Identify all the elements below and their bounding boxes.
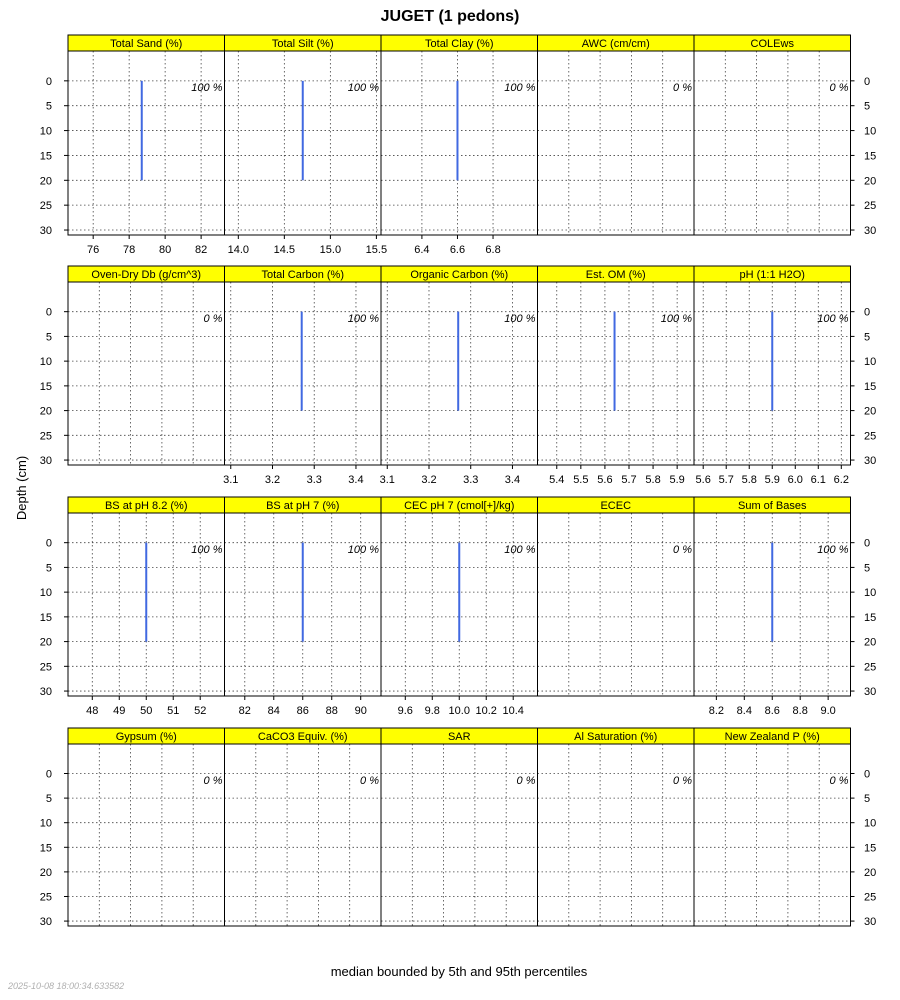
x-tick-label: 49 — [113, 705, 126, 717]
percent-label: 100 % — [504, 82, 536, 94]
y-tick-label-left: 25 — [39, 430, 52, 443]
x-tick-label: 82 — [238, 705, 251, 717]
percent-label: 0 % — [673, 775, 692, 787]
x-tick-label: 78 — [123, 244, 136, 256]
x-tick-label: 3.3 — [306, 474, 322, 486]
x-tick-label: 15.5 — [365, 244, 388, 256]
y-tick-label-left: 5 — [45, 793, 52, 806]
y-tick-label-right: 30 — [864, 455, 877, 468]
x-tick-label: 3.2 — [264, 474, 281, 486]
x-tick-label: 5.9 — [764, 474, 780, 486]
chart-subtitle: median bounded by 5th and 95th percentiles — [330, 964, 588, 979]
x-tick-label: 84 — [267, 705, 280, 717]
panel — [225, 497, 382, 717]
y-tick-label-right: 30 — [864, 916, 877, 929]
x-tick-label: 14.0 — [227, 244, 250, 256]
y-tick-label-right: 10 — [864, 356, 877, 369]
x-tick-label: 51 — [167, 705, 180, 717]
panel — [223, 266, 381, 486]
y-tick-label-left: 30 — [39, 455, 52, 468]
x-tick-label: 5.5 — [573, 474, 589, 486]
x-tick-label: 8.4 — [736, 705, 752, 717]
x-tick-label: 52 — [194, 705, 207, 717]
panel — [381, 35, 538, 256]
x-tick-label: 15.0 — [319, 244, 342, 256]
y-tick-label-right: 15 — [864, 380, 877, 393]
panel — [694, 266, 851, 486]
panel — [380, 266, 538, 486]
y-tick-label-left: 25 — [39, 891, 52, 904]
percent-label: 100 % — [347, 313, 379, 325]
panel — [538, 266, 695, 486]
y-tick-label-right: 15 — [864, 842, 877, 855]
panel-border — [694, 744, 851, 926]
y-tick-label-right: 10 — [864, 125, 877, 138]
y-tick-label-left: 25 — [39, 200, 52, 213]
panel-strip-label: Sum of Bases — [738, 500, 807, 512]
x-tick-label: 5.7 — [718, 474, 734, 486]
panel-strip-label: BS at pH 7 (%) — [266, 500, 340, 512]
x-tick-label: 6.6 — [449, 244, 466, 256]
y-tick-label-left: 10 — [39, 817, 52, 830]
x-tick-label: 3.1 — [379, 474, 395, 486]
panel — [694, 35, 851, 235]
x-tick-label: 3.3 — [463, 474, 479, 486]
y-tick-label-right: 5 — [864, 100, 871, 113]
percent-label: 100 % — [191, 82, 223, 94]
percent-label: 100 % — [817, 544, 849, 556]
y-tick-label-right: 0 — [864, 75, 871, 88]
x-tick-label: 86 — [296, 705, 309, 717]
panel — [694, 497, 851, 717]
panel-strip-label: Organic Carbon (%) — [410, 269, 509, 281]
panel — [381, 728, 538, 926]
x-tick-label: 80 — [159, 244, 172, 256]
panel-border — [538, 744, 695, 926]
x-tick-label: 3.4 — [504, 474, 521, 486]
percent-label: 0 % — [516, 775, 536, 787]
x-tick-label: 5.4 — [549, 474, 565, 486]
panel-strip-label: New Zealand P (%) — [724, 731, 820, 743]
y-tick-label-left: 0 — [45, 306, 52, 319]
y-tick-label-right: 25 — [864, 661, 877, 674]
y-tick-label-right: 5 — [864, 331, 871, 344]
y-axis-title: Depth (cm) — [14, 455, 29, 521]
panel — [68, 728, 225, 926]
y-tick-label-left: 10 — [39, 125, 52, 138]
x-tick-label: 76 — [87, 244, 100, 256]
panel-border — [225, 744, 382, 926]
percent-label: 0 % — [673, 544, 692, 556]
x-tick-label: 10.2 — [475, 705, 497, 717]
percent-label: 0 % — [360, 775, 379, 787]
y-tick-label-right: 20 — [864, 866, 877, 879]
y-tick-label-right: 10 — [864, 587, 877, 600]
x-tick-label: 9.8 — [424, 705, 440, 717]
y-tick-label-left: 15 — [39, 380, 52, 393]
x-tick-label: 9.6 — [397, 705, 413, 717]
panel-strip-label: pH (1:1 H2O) — [739, 269, 805, 281]
y-tick-label-right: 25 — [864, 200, 877, 213]
x-tick-label: 5.8 — [645, 474, 661, 486]
panel-strip-label: CaCO3 Equiv. (%) — [257, 731, 348, 743]
x-tick-label: 5.9 — [669, 474, 685, 486]
percent-label: 100 % — [504, 544, 536, 556]
x-tick-label: 6.4 — [414, 244, 430, 256]
panel-strip-label: Total Silt (%) — [271, 38, 334, 50]
y-tick-label-right: 5 — [864, 793, 871, 806]
y-tick-label-left: 5 — [45, 331, 52, 344]
x-tick-label: 5.7 — [621, 474, 637, 486]
panel — [538, 728, 695, 926]
x-tick-label: 82 — [194, 244, 208, 256]
panel-strip-label: BS at pH 8.2 (%) — [104, 500, 188, 512]
percent-label: 0 % — [829, 775, 849, 787]
x-tick-label: 5.8 — [741, 474, 757, 486]
x-tick-label: 48 — [86, 705, 99, 717]
y-tick-label-left: 20 — [39, 175, 52, 188]
y-tick-label-right: 25 — [864, 430, 877, 443]
y-tick-label-left: 30 — [39, 686, 52, 699]
y-tick-label-left: 0 — [45, 75, 52, 88]
y-tick-label-right: 0 — [864, 768, 871, 781]
y-tick-label-left: 10 — [39, 587, 52, 600]
panel — [68, 266, 225, 465]
percent-label: 100 % — [817, 313, 849, 325]
y-tick-label-left: 15 — [39, 842, 52, 855]
percent-label: 0 % — [829, 82, 849, 94]
x-tick-label: 6.1 — [810, 474, 826, 486]
y-tick-label-right: 15 — [864, 150, 877, 163]
percent-label: 0 % — [673, 82, 692, 94]
x-tick-label: 5.6 — [695, 474, 711, 486]
x-tick-label: 8.2 — [708, 705, 725, 717]
y-tick-label-left: 30 — [39, 916, 52, 929]
y-tick-label-right: 25 — [864, 891, 877, 904]
y-tick-label-right: 0 — [864, 537, 871, 550]
y-tick-label-left: 25 — [39, 661, 52, 674]
percent-label: 0 % — [203, 313, 223, 325]
x-tick-label: 14.5 — [273, 244, 296, 256]
y-tick-label-right: 20 — [864, 175, 877, 188]
y-tick-label-right: 20 — [864, 636, 877, 649]
panel-strip-label: COLEws — [750, 38, 794, 50]
panel — [538, 497, 695, 696]
panel-strip-label: ECEC — [600, 500, 632, 512]
panel-strip-label: Total Clay (%) — [425, 38, 494, 50]
x-tick-label: 6.8 — [485, 244, 501, 256]
panel — [225, 728, 382, 926]
panel-border — [538, 51, 695, 235]
y-tick-label-left: 20 — [39, 636, 52, 649]
y-tick-label-left: 15 — [39, 611, 52, 624]
y-tick-label-right: 5 — [864, 562, 871, 575]
panel-strip-label: CEC pH 7 (cmol[+]/kg) — [404, 500, 515, 512]
panel-border — [68, 744, 225, 926]
percent-label: 100 % — [504, 313, 536, 325]
panel — [381, 497, 538, 717]
x-tick-label: 5.6 — [597, 474, 613, 486]
panel — [225, 35, 388, 256]
y-tick-label-left: 20 — [39, 405, 52, 418]
x-tick-label: 10.4 — [502, 705, 524, 717]
percent-label: 100 % — [191, 544, 223, 556]
x-tick-label: 50 — [140, 705, 153, 717]
panel-border — [538, 513, 695, 696]
panel-strip-label: Est. OM (%) — [585, 269, 646, 281]
panel-border — [381, 282, 538, 465]
y-tick-label-left: 10 — [39, 356, 52, 369]
y-tick-label-left: 0 — [45, 537, 52, 550]
panel — [694, 728, 851, 926]
percent-label: 100 % — [347, 544, 379, 556]
x-tick-label: 3.1 — [223, 474, 239, 486]
y-tick-label-right: 10 — [864, 817, 877, 830]
panel-border — [381, 51, 538, 235]
panel-border — [694, 51, 851, 235]
y-tick-label-left: 5 — [45, 562, 52, 575]
x-tick-label: 6.2 — [833, 474, 849, 486]
panel-grid — [40, 35, 877, 928]
panel — [68, 35, 225, 256]
timestamp: 2025-10-08 18:00:34.633582 — [8, 981, 125, 991]
x-tick-label: 8.6 — [764, 705, 780, 717]
percent-label: 100 % — [347, 82, 379, 94]
y-tick-label-left: 5 — [45, 100, 52, 113]
x-tick-label: 6.0 — [787, 474, 803, 486]
panel-strip-label: AWC (cm/cm) — [581, 38, 650, 50]
panel-border — [68, 282, 225, 465]
y-tick-label-right: 20 — [864, 405, 877, 418]
panel-strip-label: Gypsum (%) — [115, 731, 177, 743]
x-tick-label: 3.4 — [348, 474, 364, 486]
panel-border — [538, 282, 695, 465]
panel-border — [225, 282, 382, 465]
panel-border — [381, 744, 538, 926]
y-tick-label-right: 30 — [864, 225, 877, 238]
panel-strip-label: Al Saturation (%) — [574, 731, 658, 743]
percent-label: 100 % — [660, 313, 692, 325]
x-tick-label: 8.8 — [792, 705, 808, 717]
panel — [68, 497, 225, 717]
panel-strip-label: Oven-Dry Db (g/cm^3) — [91, 269, 202, 281]
y-tick-label-left: 15 — [39, 150, 52, 163]
panel — [538, 35, 695, 235]
x-tick-label: 3.2 — [421, 474, 437, 486]
x-tick-label: 10.0 — [448, 705, 470, 717]
x-tick-label: 88 — [325, 705, 338, 717]
panel-strip-label: Total Sand (%) — [110, 38, 183, 50]
panel-strip-label: SAR — [447, 731, 471, 743]
x-tick-label: 9.0 — [820, 705, 836, 717]
y-tick-label-left: 0 — [45, 768, 52, 781]
y-tick-label-right: 15 — [864, 611, 877, 624]
y-tick-label-right: 0 — [864, 306, 871, 319]
y-tick-label-right: 30 — [864, 686, 877, 699]
x-tick-label: 90 — [354, 705, 367, 717]
chart-title: JUGET (1 pedons) — [380, 8, 520, 25]
panel-strip-label: Total Carbon (%) — [261, 269, 345, 281]
percent-label: 0 % — [203, 775, 223, 787]
y-tick-label-left: 30 — [39, 225, 52, 238]
y-tick-label-left: 20 — [39, 866, 52, 879]
